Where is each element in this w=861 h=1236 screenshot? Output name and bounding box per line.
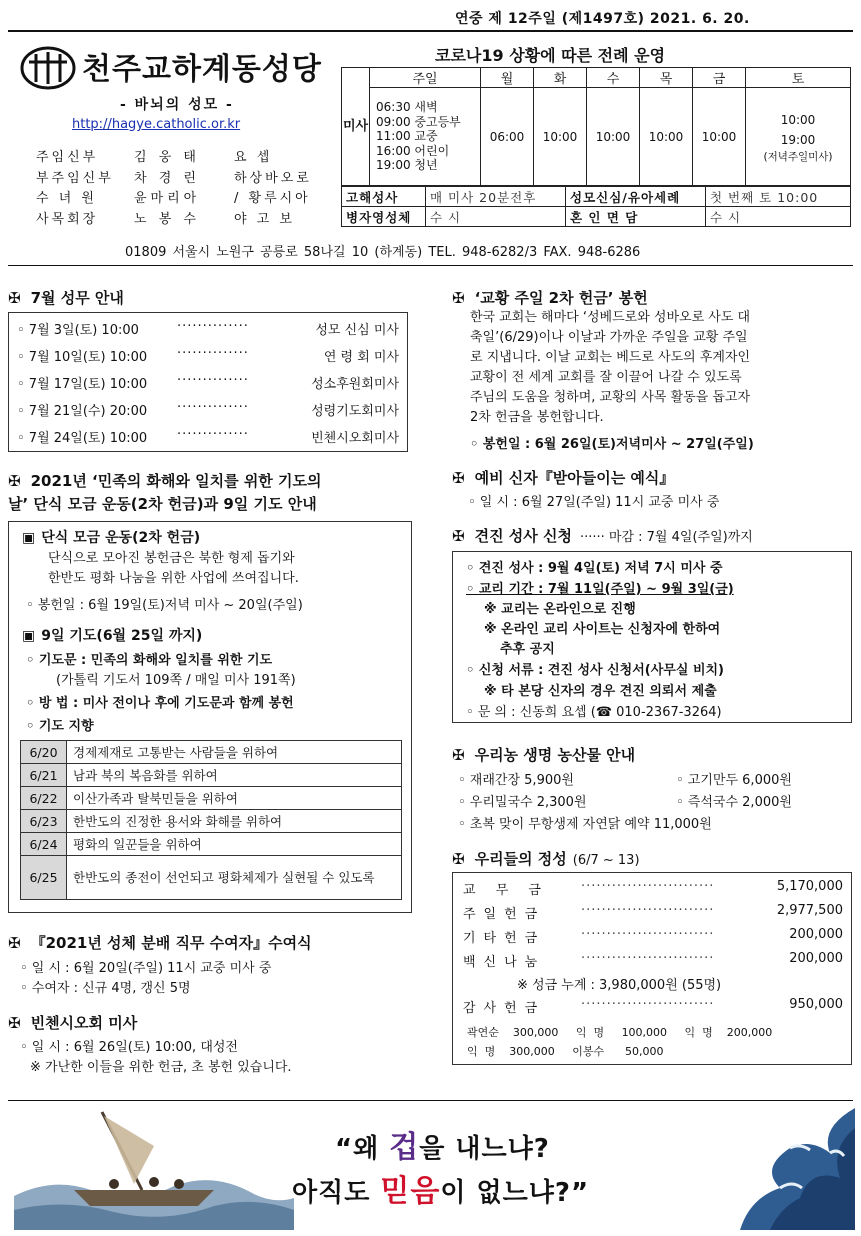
vincent-note: ※ 가난한 이들을 위한 헌금, 초 봉헌 있습니다. — [30, 1060, 292, 1075]
donors-line: 익 명 300,000 이봉수 50,000 — [467, 1045, 664, 1058]
table-row: 6/22 이산가족과 탈북민들을 위하여 — [21, 787, 402, 810]
confirmation-note: 추후 공지 — [500, 642, 555, 657]
table-row: 6/24 평화의 일꾼들을 위하여 — [21, 833, 402, 856]
day-header: 월 — [481, 68, 534, 88]
offerings-heading: ✠ 우리들의 정성 (6/7 ~ 13) — [452, 850, 640, 868]
sacrament-table — [341, 186, 851, 227]
pope-date: ◦ 봉헌일 : 6월 26일(토)저녁미사 ~ 27일(주일) — [470, 437, 754, 452]
sacrament-value: 첫 번째 토 10:00 — [706, 187, 851, 207]
staff-row: 수 녀 원 윤마리아 / 황루시아 — [36, 191, 311, 206]
july-heading: ✠ 7월 성무 안내 — [8, 289, 124, 307]
table-row: 6/21 남과 북의 복음화를 위하여 — [21, 764, 402, 787]
saturday-times: 10:00 19:00 (저녁주일미사) — [746, 88, 851, 186]
bullet-cross-icon: ✠ — [452, 746, 465, 764]
staff-row: 주임신부 김 웅 태 요 셉 — [36, 150, 273, 165]
footer-quote-line2: 아직도 믿음이 없느냐?” — [292, 1174, 590, 1209]
sunday-times: 06:30 새벽 09:00 중고등부 11:00 교중 16:00 어린이 19:00 청년 — [370, 88, 481, 186]
day-header: 금 — [693, 68, 746, 88]
bullet-cross-icon: ✠ — [452, 289, 465, 307]
sacrament-label: 혼 인 면 담 — [566, 207, 706, 227]
fast-date: ◦ 봉헌일 : 6월 19일(토)저녁 미사 ~ 20일(주일) — [26, 598, 303, 613]
reconciliation-heading: ✠ 2021년 ‘민족의 화해와 일치를 위한 기도의 날’ 단식 모금 운동(2차 헌금)과 9일 기도 안내 — [8, 472, 322, 513]
table-row: 6/25 한반도의 종전이 선언되고 평화체제가 실현될 수 있도록 — [21, 856, 402, 900]
parish-subtitle: - 바뇌의 성모 - — [120, 97, 234, 113]
weekday-time: 10:00 — [587, 88, 640, 186]
parish-logo-icon — [20, 46, 76, 90]
list-item: ◦ 7월 10일(토) 10:00 ·············· 연 령 회 미사 — [17, 346, 399, 365]
catechumen-heading: ✠ 예비 신자『받아들이는 예식』 — [452, 469, 675, 487]
offering-row: 기타헌금 ·························· 200,000 — [463, 927, 843, 946]
novena-title: ▣ 9일 기도(6월 25일 까지) — [22, 628, 203, 644]
catechumen-date: ◦ 일 시 : 6월 27일(주일) 11시 교중 미사 중 — [468, 495, 720, 510]
parish-url-link[interactable]: http://hagye.catholic.or.kr — [72, 117, 241, 132]
bullet-cross-icon: ✠ — [8, 1014, 21, 1032]
fast-body: 단식으로 모아진 봉헌금은 북한 형제 돕기와 한반도 평화 나눔을 위한 사업에 쓰여집니다. — [48, 551, 299, 586]
wave-illustration — [740, 1108, 855, 1230]
donors-line: 곽연순 300,000 익 명 100,000 익 명 200,000 — [467, 1026, 773, 1039]
day-header: 수 — [587, 68, 640, 88]
confirmation-heading: ✠ 견진 성사 신청 ······ 마감 : 7월 4일(주일)까지 — [452, 527, 753, 545]
confirmation-note: ※ 타 본당 신자의 경우 견진 의뢰서 제출 — [484, 684, 717, 699]
novena-intent-label: ◦ 기도 지향 — [26, 719, 94, 734]
boat-storm-illustration — [14, 1106, 294, 1230]
box-bullet-icon: ▣ — [22, 628, 36, 644]
confirmation-date: ◦ 견진 성사 : 9월 4일(토) 저녁 7시 미사 중 — [466, 561, 723, 576]
weekday-time: 10:00 — [640, 88, 693, 186]
header-rule — [8, 30, 853, 32]
building-fund-note: ※ 성금 누계 : 3,980,000원 (55명) — [517, 978, 722, 993]
sacrament-label: 성모신심/유아세례 — [566, 187, 706, 207]
farm-item: ◦ 초복 맞이 무항생제 자연닭 예약 11,000원 — [458, 817, 712, 832]
footer-quote-line1: “왜 겁을 내느냐? — [335, 1130, 550, 1165]
pope-heading: ✠ ‘교황 주일 2차 헌금’ 봉헌 — [452, 289, 648, 307]
staff-list — [36, 148, 324, 230]
novena-prayer: ◦ 기도문 : 민족의 화해와 일치를 위한 기도 — [26, 653, 273, 668]
bullet-cross-icon: ✠ — [452, 469, 465, 487]
weekday-time: 10:00 — [693, 88, 746, 186]
farm-item: ◦ 재래간장 5,900원 — [458, 773, 574, 788]
table-row: 6/23 한반도의 진정한 용서와 화해를 위하여 — [21, 810, 402, 833]
bullet-cross-icon: ✠ — [452, 850, 465, 868]
weekday-time: 10:00 — [534, 88, 587, 186]
box-bullet-icon: ▣ — [22, 530, 36, 546]
communion-date: ◦ 일 시 : 6월 20일(주일) 11시 교중 미사 중 — [20, 961, 272, 976]
list-item: ◦ 7월 21일(수) 20:00 ·············· 성령기도회미사 — [17, 400, 399, 419]
novena-prayer-source: (가톨릭 기도서 109쪽 / 매일 미사 191쪽) — [56, 673, 296, 688]
offering-row: 감사헌금 ·························· 950,000 — [463, 997, 843, 1016]
confirmation-note: ※ 온라인 교리 사이트는 신청자에 한하여 — [484, 622, 721, 637]
vincent-date: ◦ 일 시 : 6월 26일(토) 10:00, 대성전 — [20, 1040, 238, 1055]
sacrament-value: 매 미사 20분전후 — [426, 187, 566, 207]
parish-title: 천주교하계동성당 — [82, 52, 322, 87]
mass-label: 미사 — [342, 68, 370, 186]
bullet-cross-icon: ✠ — [452, 527, 465, 545]
novena-method: ◦ 방 법 : 미사 전이나 후에 기도문과 함께 봉헌 — [26, 696, 294, 711]
footer-rule — [8, 1100, 853, 1101]
fast-title: ▣ 단식 모금 운동(2차 헌금) — [22, 530, 201, 546]
farm-item: ◦ 즉석국수 2,000원 — [676, 795, 792, 810]
confirmation-contact: ◦ 문 의 : 신동희 요셉 (☎ 010-2367-3264) — [466, 705, 722, 720]
communion-count: ◦ 수여자 : 신규 4명, 갱신 5명 — [20, 981, 191, 996]
sacrament-value: 수 시 — [706, 207, 851, 227]
offering-row: 교 무 금 ·························· 5,170,000 — [463, 879, 843, 898]
day-header: 주일 — [370, 68, 481, 88]
list-item: ◦ 7월 17일(토) 10:00 ·············· 성소후원회미사 — [17, 373, 399, 392]
pope-body: 한국 교회는 해마다 ‘성베드로와 성바오로 사도 대 축일’(6/29)이나 이날과 가까운 주일을 교황 주일 로 지냅니다. 이날 교회는 베드로 사도의 후계자인 교황이 전 세계 교회를 잘 이끌어 나갈 수 있도록 주님의 도움을 청하며, 교황의 사목 활동을 돕고자 2차 헌금을 봉헌합니다. — [470, 310, 751, 425]
farm-item: ◦ 고기만두 6,000원 — [676, 773, 792, 788]
confirmation-note: ※ 교리는 온라인으로 진행 — [484, 602, 636, 617]
issue-line: 연중 제 12주일 (제1497호) 2021. 6. 20. — [455, 11, 750, 27]
confirmation-course: ◦ 교리 기간 : 7월 11일(주일) ~ 9월 3일(금) — [466, 582, 734, 597]
sacrament-label: 병자영성체 — [342, 207, 426, 227]
farm-heading: ✠ 우리농 생명 농산물 안내 — [452, 746, 636, 764]
staff-row: 부주임신부 차 경 린 하상바오로 — [36, 170, 312, 186]
july-schedule-box — [8, 312, 408, 452]
list-item: ◦ 7월 3일(토) 10:00 ·············· 성모 신심 미사 — [17, 319, 399, 338]
offerings-box — [452, 872, 852, 1065]
vincent-heading: ✠ 빈첸시오회 미사 — [8, 1014, 138, 1032]
address-rule — [8, 265, 853, 266]
bullet-cross-icon: ✠ — [8, 472, 21, 490]
communion-heading: ✠ 『2021년 성체 분배 직무 수여자』수여식 — [8, 934, 312, 952]
sacrament-value: 수 시 — [426, 207, 566, 227]
list-item: ◦ 7월 24일(토) 10:00 ·············· 빈첸시오회미사 — [17, 427, 399, 446]
day-header: 토 — [746, 68, 851, 88]
parish-address: 01809 서울시 노원구 공릉로 58나길 10 (하계동) TEL. 948-6282/3 FAX. 948-6286 — [125, 245, 641, 260]
staff-row: 사목회장 노 봉 수 야 고 보 — [36, 211, 295, 227]
day-header: 화 — [534, 68, 587, 88]
day-header: 목 — [640, 68, 693, 88]
offering-row: 주일헌금 ·························· 2,977,500 — [463, 903, 843, 922]
bullet-cross-icon: ✠ — [8, 934, 21, 952]
mass-schedule-table — [341, 67, 851, 186]
intentions-table — [20, 740, 402, 900]
offering-row: 백신나눔 ·························· 200,000 — [463, 951, 843, 970]
sacrament-label: 고해성사 — [342, 187, 426, 207]
table-row: 6/20 경제제재로 고통받는 사람들을 위하여 — [21, 741, 402, 764]
liturgy-title: 코로나19 상황에 따른 전례 운영 — [435, 46, 666, 65]
confirmation-docs: ◦ 신청 서류 : 견진 성사 신청서(사무실 비치) — [466, 663, 724, 678]
weekday-time: 06:00 — [481, 88, 534, 186]
farm-item: ◦ 우리밀국수 2,300원 — [458, 795, 587, 810]
bullet-cross-icon: ✠ — [8, 289, 21, 307]
